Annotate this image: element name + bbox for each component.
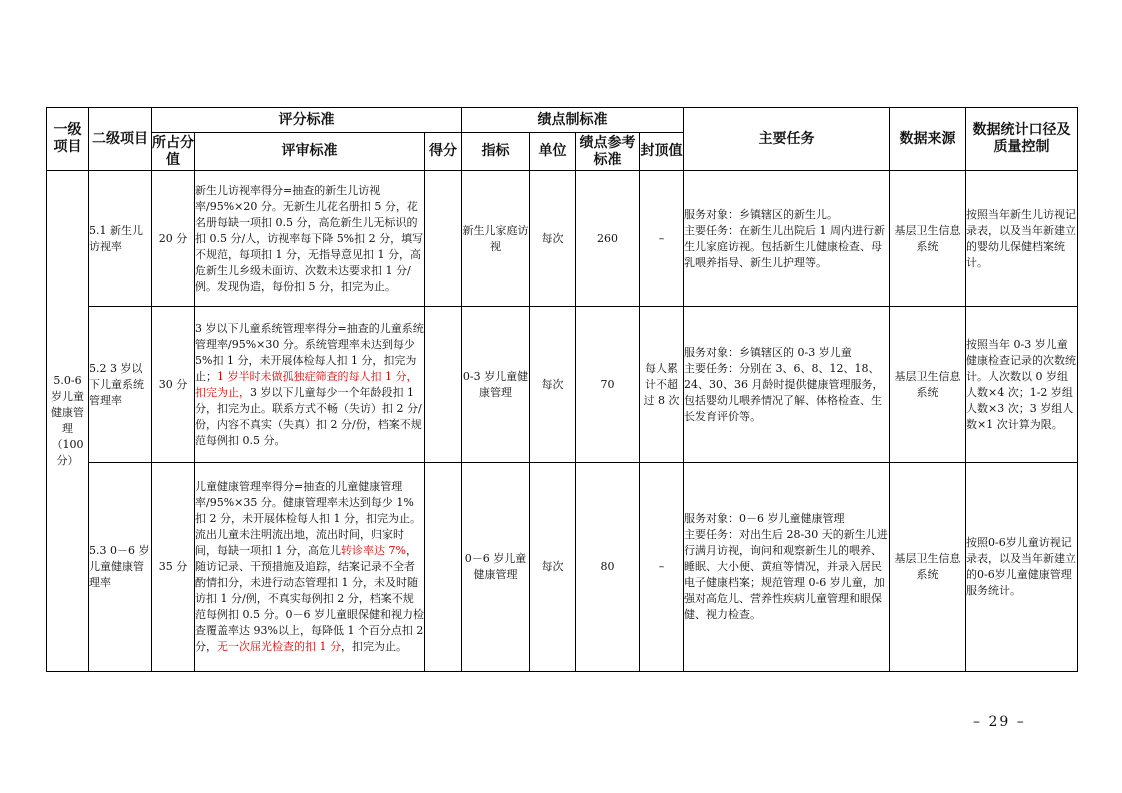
score-cell	[425, 463, 462, 672]
header-score-share: 所占分值	[152, 133, 195, 171]
unit-cell: 每次	[530, 463, 576, 672]
unit-cell: 每次	[530, 307, 576, 463]
main-task-cell	[684, 171, 890, 307]
ref-standard-cell: 70	[576, 307, 640, 463]
indicator-cell: 0－6 岁儿童健康管理	[462, 463, 530, 672]
assessment-table	[46, 107, 1078, 672]
header-scoring-standard: 评分标准	[152, 108, 462, 133]
indicator-cell: 0-3 岁儿童健康管理	[462, 307, 530, 463]
table-row	[47, 463, 1078, 672]
header-main-task: 主要任务	[684, 108, 890, 171]
score-cell	[425, 171, 462, 307]
header-indicator: 指标	[462, 133, 530, 171]
ref-standard-cell: 80	[576, 463, 640, 672]
level2-item: 5.1 新生儿访视率	[89, 171, 152, 307]
stat-caliber-cell: 按照当年新生儿访视记录表，以及当年新建立的婴幼儿保健档案统计。	[966, 171, 1078, 307]
data-source-cell: 基层卫生信息系统	[890, 463, 966, 672]
standard-text: 3 岁以下儿童系统管理率得分=抽查的儿童系统管理率/95%×30 分。系统管理率未达到每少 5%扣 1 分，未开展体检每人扣 1 分，扣完为止；	[195, 321, 424, 383]
level2-item: 5.3 0－6 岁儿童健康管理率	[89, 463, 152, 672]
task-text: 服务对象：乡镇辖区的 0-3 岁儿童 主要任务：分别在 3、6、8、12、18、24、30、36 月龄时提供健康管理服务，包括婴幼儿喂养情况了解、体格检查、生长发育评价等。	[684, 345, 884, 423]
header-performance-standard: 绩点制标准	[462, 108, 684, 133]
score-cell	[425, 307, 462, 463]
review-standard-cell	[195, 307, 425, 463]
cap-cell: –	[640, 171, 684, 307]
standard-text: 儿童健康管理率得分=抽查的儿童健康管理率/95%×35 分。健康管理率未达到每少 1%扣 2 分，未开展体检每人扣 1 分，扣完为止。流出儿童未注明流出地，流出时间，归家时间，每缺一项扣 1 分，高危儿	[195, 480, 421, 557]
data-source-cell: 基层卫生信息系统	[890, 307, 966, 463]
standard-text: ，扣完为止。	[341, 640, 407, 653]
header-cap: 封顶值	[640, 133, 684, 171]
header-score: 得分	[425, 133, 462, 171]
ref-standard-cell: 260	[576, 171, 640, 307]
header-stat-caliber: 数据统计口径及质量控制	[966, 108, 1078, 171]
header-unit: 单位	[530, 133, 576, 171]
stat-caliber-cell: 按照当年 0-3 岁儿童健康检查记录的次数统计。人次数以 0 岁组人数×4 次；1-2 岁组人数×3 次；3 岁组人数×1 次计算为限。	[966, 307, 1078, 463]
main-task-cell	[684, 307, 890, 463]
header-data-source: 数据来源	[890, 108, 966, 171]
page-number: – 29 –	[973, 714, 1026, 730]
standard-text: 新生儿访视率得分=抽查的新生儿访视率/95%×20 分。无新生儿花名册扣 5 分，花名册每缺一项扣 0.5 分，高危新生儿无标识的扣 0.5 分/人，访视率每下降 5%扣 2 分，填写不规范，每项扣 1 分，无指导意见扣 1 分，高危新生儿乡级未面访、次数未达要求扣 1 分/例。发现伪造，每份扣 5 分，扣完为止。	[195, 183, 424, 293]
standard-text: 3 岁以下儿童每少一个年龄段扣 1 分，扣完为止。联系方式不畅（失访）扣 2 分/份，内容不真实（失真）扣 2 分/份，档案不规范每例扣 0.5 分。	[195, 385, 422, 447]
cap-cell: 每人累计不超过 8 次	[640, 307, 684, 463]
table-row	[47, 171, 1078, 307]
standard-text: ，随访记录、干预措施及追踪，结案记录不全者酌情扣分，未进行动态管理扣 1 分，未及时随访扣 1 分/例，不真实每例扣 2 分，档案不规范每例扣 0.5 分。0－6 岁儿童眼保健和视力检查覆盖率达 93%以上，每降低 1 个百分点扣 2 分，	[195, 544, 424, 653]
points-cell: 20 分	[152, 171, 195, 307]
indicator-cell: 新生儿家庭访视	[462, 171, 530, 307]
main-task-cell	[684, 463, 890, 672]
unit-cell: 每次	[530, 171, 576, 307]
task-text: 服务对象：0－6 岁儿童健康管理 主要任务：对出生后 28-30 天的新生儿进行满月访视，询问和观察新生儿的喂养、睡眠、大小便、黄疸等情况，并录入居民电子健康档案；规范管理 0-6 岁儿童，加强对高危儿、营养性疾病儿童管理和眼保健、视力检查。	[684, 512, 888, 621]
level1-item: 5.0-6 岁儿童健康管理（100 分）	[47, 171, 89, 672]
cap-cell: –	[640, 463, 684, 672]
review-standard-cell	[195, 171, 425, 307]
header-level2: 二级项目	[89, 108, 152, 171]
data-source-cell: 基层卫生信息系统	[890, 171, 966, 307]
points-cell: 30 分	[152, 307, 195, 463]
level2-item: 5.2 3 岁以下儿童系统管理率	[89, 307, 152, 463]
task-text: 服务对象：乡镇辖区的新生儿。 主要任务：在新生儿出院后 1 周内进行新生儿家庭访视。包括新生儿健康检查、母乳喂养指导、新生儿护理等。	[684, 207, 885, 269]
points-cell: 35 分	[152, 463, 195, 672]
header-ref-standard: 绩点参考标准	[576, 133, 640, 171]
header-level1: 一级项目	[47, 108, 89, 171]
review-standard-cell	[195, 463, 425, 672]
stat-caliber-cell: 按照0-6岁儿童访视记录表，以及当年新建立的0-6岁儿童健康管理服务统计。	[966, 463, 1078, 672]
standard-highlight: 转诊率达 7%	[341, 544, 406, 557]
table-row	[47, 307, 1078, 463]
standard-highlight: 1 岁半时未做孤独症筛查的每人扣 1 分，扣完为止，	[195, 369, 418, 399]
header-review-standard: 评审标准	[195, 133, 425, 171]
standard-highlight: 无一次屈光检查的扣 1 分	[217, 640, 341, 653]
